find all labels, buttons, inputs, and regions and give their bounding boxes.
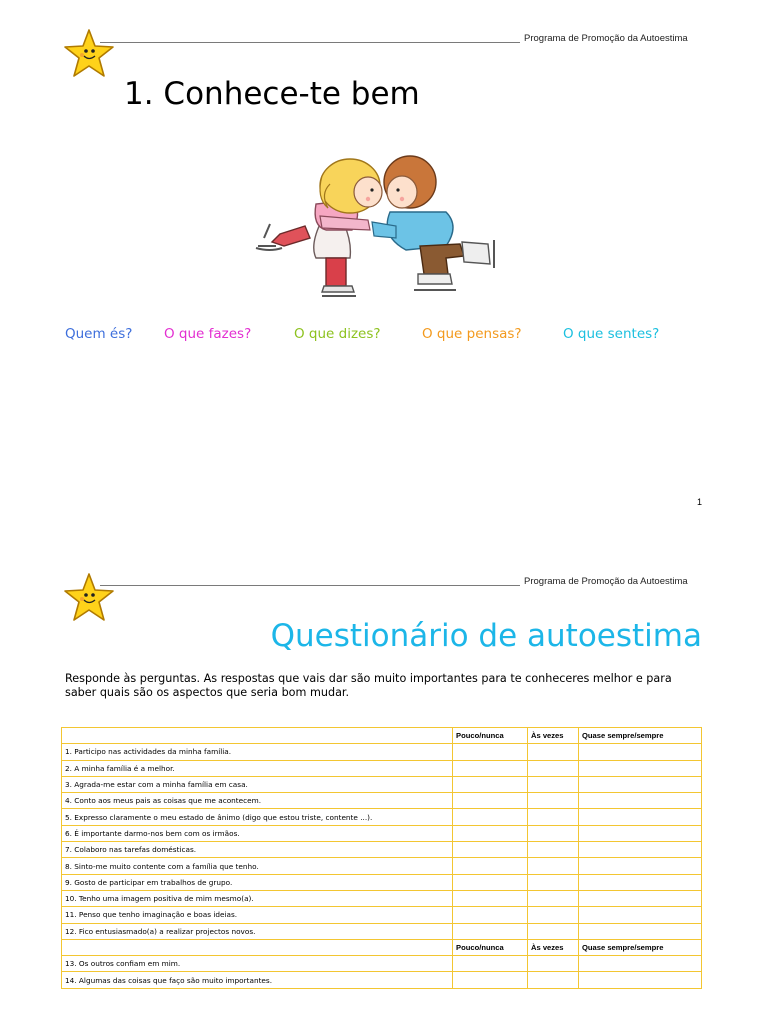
question-text: 9. Gosto de participar em trabalhos de grupo.	[62, 874, 453, 890]
answer-cell[interactable]	[453, 874, 528, 890]
table-row	[62, 923, 702, 939]
answer-cell[interactable]	[528, 776, 579, 792]
answer-cell[interactable]	[528, 744, 579, 760]
table-header-row	[62, 939, 702, 955]
column-header: Pouco/nunca	[453, 939, 528, 955]
question-text: 10. Tenho uma imagem positiva de mim mesmo(a).	[62, 890, 453, 906]
answer-cell[interactable]	[579, 825, 702, 841]
answer-cell[interactable]	[528, 842, 579, 858]
answer-cell[interactable]	[453, 972, 528, 988]
answer-cell[interactable]	[528, 760, 579, 776]
answer-cell[interactable]	[579, 907, 702, 923]
questionnaire-instructions: Responde às perguntas. As respostas que vais dar são muito importantes para te conheceres melhor e para saber quais são os aspectos que seria bom mudar.	[65, 672, 672, 699]
header-blank-cell	[62, 728, 453, 744]
prompt-what-do-you-say: O que dizes?	[294, 326, 381, 342]
table-row	[62, 744, 702, 760]
document-page-2	[0, 550, 768, 1024]
prompt-what-do-you-feel: O que sentes?	[563, 326, 660, 342]
table-row	[62, 874, 702, 890]
answer-cell[interactable]	[579, 858, 702, 874]
question-text: 3. Agrada-me estar com a minha família em casa.	[62, 776, 453, 792]
smiling-star-icon	[62, 572, 116, 624]
header-program-title: Programa de Promoção da Autoestima	[524, 33, 688, 44]
column-header: Às vezes	[528, 728, 579, 744]
answer-cell[interactable]	[528, 907, 579, 923]
answer-cell[interactable]	[579, 890, 702, 906]
table-row	[62, 842, 702, 858]
answer-cell[interactable]	[453, 956, 528, 972]
column-header: Quase sempre/sempre	[579, 939, 702, 955]
column-header: Às vezes	[528, 939, 579, 955]
answer-cell[interactable]	[453, 793, 528, 809]
answer-cell[interactable]	[453, 842, 528, 858]
header-rule	[100, 585, 520, 586]
answer-cell[interactable]	[453, 890, 528, 906]
table-row	[62, 776, 702, 792]
column-header: Quase sempre/sempre	[579, 728, 702, 744]
prompt-what-do-you-do: O que fazes?	[164, 326, 252, 342]
answer-cell[interactable]	[579, 793, 702, 809]
question-text: 1. Participo nas actividades da minha família.	[62, 744, 453, 760]
answer-cell[interactable]	[528, 793, 579, 809]
answer-cell[interactable]	[579, 956, 702, 972]
question-text: 14. Algumas das coisas que faço são muito importantes.	[62, 972, 453, 988]
answer-cell[interactable]	[453, 809, 528, 825]
column-header: Pouco/nunca	[453, 728, 528, 744]
question-text: 4. Conto aos meus pais as coisas que me acontecem.	[62, 793, 453, 809]
answer-cell[interactable]	[453, 825, 528, 841]
answer-cell[interactable]	[528, 972, 579, 988]
answer-cell[interactable]	[528, 858, 579, 874]
question-text: 7. Colaboro nas tarefas domésticas.	[62, 842, 453, 858]
answer-cell[interactable]	[579, 809, 702, 825]
question-text: 2. A minha família é a melhor.	[62, 760, 453, 776]
prompt-who-are-you: Quem és?	[65, 326, 133, 342]
answer-cell[interactable]	[453, 776, 528, 792]
question-text: 6. É importante darmo-nos bem com os irmãos.	[62, 825, 453, 841]
table-row	[62, 825, 702, 841]
question-prompts	[65, 326, 705, 346]
header-rule	[100, 42, 520, 43]
table-row	[62, 890, 702, 906]
table-row	[62, 972, 702, 988]
answer-cell[interactable]	[453, 858, 528, 874]
answer-cell[interactable]	[528, 874, 579, 890]
prompt-what-do-you-think: O que pensas?	[422, 326, 522, 342]
table-row	[62, 793, 702, 809]
answer-cell[interactable]	[528, 890, 579, 906]
smiling-star-icon	[62, 28, 116, 80]
table-row	[62, 907, 702, 923]
ice-skating-children-illustration	[250, 146, 510, 311]
page-number: 1	[697, 497, 703, 507]
table-row	[62, 809, 702, 825]
question-text: 5. Expresso claramente o meu estado de ânimo (digo que estou triste, contente ...).	[62, 809, 453, 825]
answer-cell[interactable]	[579, 744, 702, 760]
questionnaire-title: Questionário de autoestima	[270, 618, 702, 654]
question-text: 11. Penso que tenho imaginação e boas ideias.	[62, 907, 453, 923]
answer-cell[interactable]	[579, 842, 702, 858]
table-row	[62, 858, 702, 874]
answer-cell[interactable]	[579, 874, 702, 890]
answer-cell[interactable]	[453, 760, 528, 776]
answer-cell[interactable]	[528, 956, 579, 972]
answer-cell[interactable]	[453, 744, 528, 760]
question-text: 12. Fico entusiasmado(a) a realizar projectos novos.	[62, 923, 453, 939]
answer-cell[interactable]	[579, 972, 702, 988]
questionnaire-table	[61, 727, 702, 989]
answer-cell[interactable]	[579, 776, 702, 792]
table-row	[62, 956, 702, 972]
table-header-row	[62, 728, 702, 744]
answer-cell[interactable]	[453, 923, 528, 939]
question-text: 8. Sinto-me muito contente com a família que tenho.	[62, 858, 453, 874]
table-row	[62, 760, 702, 776]
answer-cell[interactable]	[579, 760, 702, 776]
answer-cell[interactable]	[528, 923, 579, 939]
answer-cell[interactable]	[579, 923, 702, 939]
answer-cell[interactable]	[528, 809, 579, 825]
header-blank-cell	[62, 939, 453, 955]
question-text: 13. Os outros confiam em mim.	[62, 956, 453, 972]
answer-cell[interactable]	[528, 825, 579, 841]
header-program-title: Programa de Promoção da Autoestima	[524, 576, 688, 587]
page-title: 1. Conhece-te bem	[124, 76, 420, 112]
answer-cell[interactable]	[453, 907, 528, 923]
